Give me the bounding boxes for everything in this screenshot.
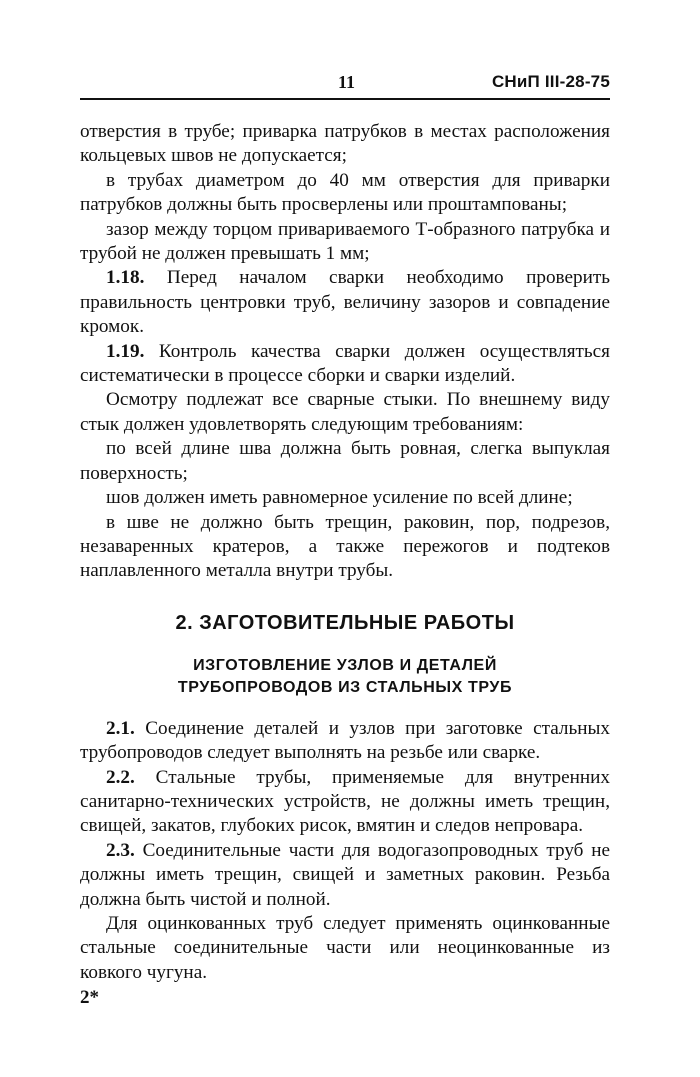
clause-number: 2.1. — [106, 717, 135, 739]
paragraph — [80, 218, 610, 267]
sheet-signature-mark: 2* — [80, 987, 99, 1009]
paragraph — [80, 717, 610, 766]
paragraph — [80, 388, 610, 437]
paragraph-text: Контроль качества сварки должен осуществляться систематически в процессе сборки и сварки изделий. — [80, 340, 610, 387]
clause-number: 1.18. — [106, 267, 145, 289]
page-number: 11 — [338, 72, 356, 92]
subsection-title-line-1: ИЗГОТОВЛЕНИЕ УЗЛОВ И ДЕТАЛЕЙ — [193, 656, 497, 674]
paragraph — [80, 266, 610, 339]
document-code: СНиП III-28-75 — [491, 72, 610, 91]
paragraph — [80, 486, 610, 510]
paragraph-text: Стальные трубы, применяемые для внутренних санитарно-технических устройств, не должны иметь трещин, свищей, закатов, глубоких рисок, вмятин и следов непровара. — [80, 766, 610, 837]
intro-text — [80, 120, 610, 584]
paragraph-text: в шве не должно быть трещин, раковин, пор, подрезов, незаваренных кратеров, а также пережогов и подтеков наплавленного металла внутри трубы. — [80, 511, 610, 582]
clause-number: 2.3. — [106, 839, 135, 861]
document-page — [80, 70, 610, 1009]
paragraph — [80, 120, 610, 169]
clause-number: 1.19. — [106, 340, 145, 362]
paragraph-text: Для оцинкованных труб следует применять оцинкованные стальные соединительные части или неоцинкованные из ковкого чугуна. — [80, 912, 610, 983]
paragraph — [80, 766, 610, 839]
paragraph — [80, 912, 610, 985]
clause-number: 2.2. — [106, 766, 135, 788]
paragraph-text: в трубах диаметром до 40 мм отверстия для приварки патрубков должны быть просверлены или проштампованы; — [80, 169, 610, 216]
paragraph — [80, 169, 610, 218]
section-title: 2. ЗАГОТОВИТЕЛЬНЫЕ РАБОТЫ — [175, 611, 515, 634]
paragraph — [80, 839, 610, 912]
paragraph-text: Перед началом сварки необходимо проверить правильность центровки труб, величину зазоров и совпадение кромок. — [80, 267, 611, 338]
section-text — [80, 717, 610, 985]
paragraph-text: Соединительные части для водогазопроводных труб не должны иметь трещин, свищей и заметных раковин. Резьба должна быть чистой и полной. — [80, 839, 611, 910]
paragraph — [80, 511, 610, 584]
paragraph — [80, 437, 610, 486]
paragraph-text: по всей длине шва должна быть ровная, слегка выпуклая поверхность; — [80, 438, 610, 484]
subsection-title-line-2: ТРУБОПРОВОДОВ ИЗ СТАЛЬНЫХ ТРУБ — [177, 678, 513, 696]
paragraph-text: шов должен иметь равномерное усиление по всей длине; — [106, 487, 573, 509]
paragraph-text: зазор между торцом привариваемого Т-образного патрубка и трубой не должен превышать 1 мм; — [80, 218, 610, 265]
paragraph — [80, 340, 610, 389]
paragraph-text: Соединение деталей и узлов при заготовке стальных трубопроводов следует выполнять на резьбе или сварке. — [80, 717, 610, 764]
page-header — [80, 70, 610, 100]
paragraph-text: отверстия в трубе; приварка патрубков в местах расположения кольцевых швов не допускается; — [80, 121, 610, 167]
subsection-title — [80, 655, 610, 699]
paragraph-text: Осмотру подлежат все сварные стыки. По внешнему виду стык должен удовлетворять следующим требованиям: — [80, 389, 610, 435]
